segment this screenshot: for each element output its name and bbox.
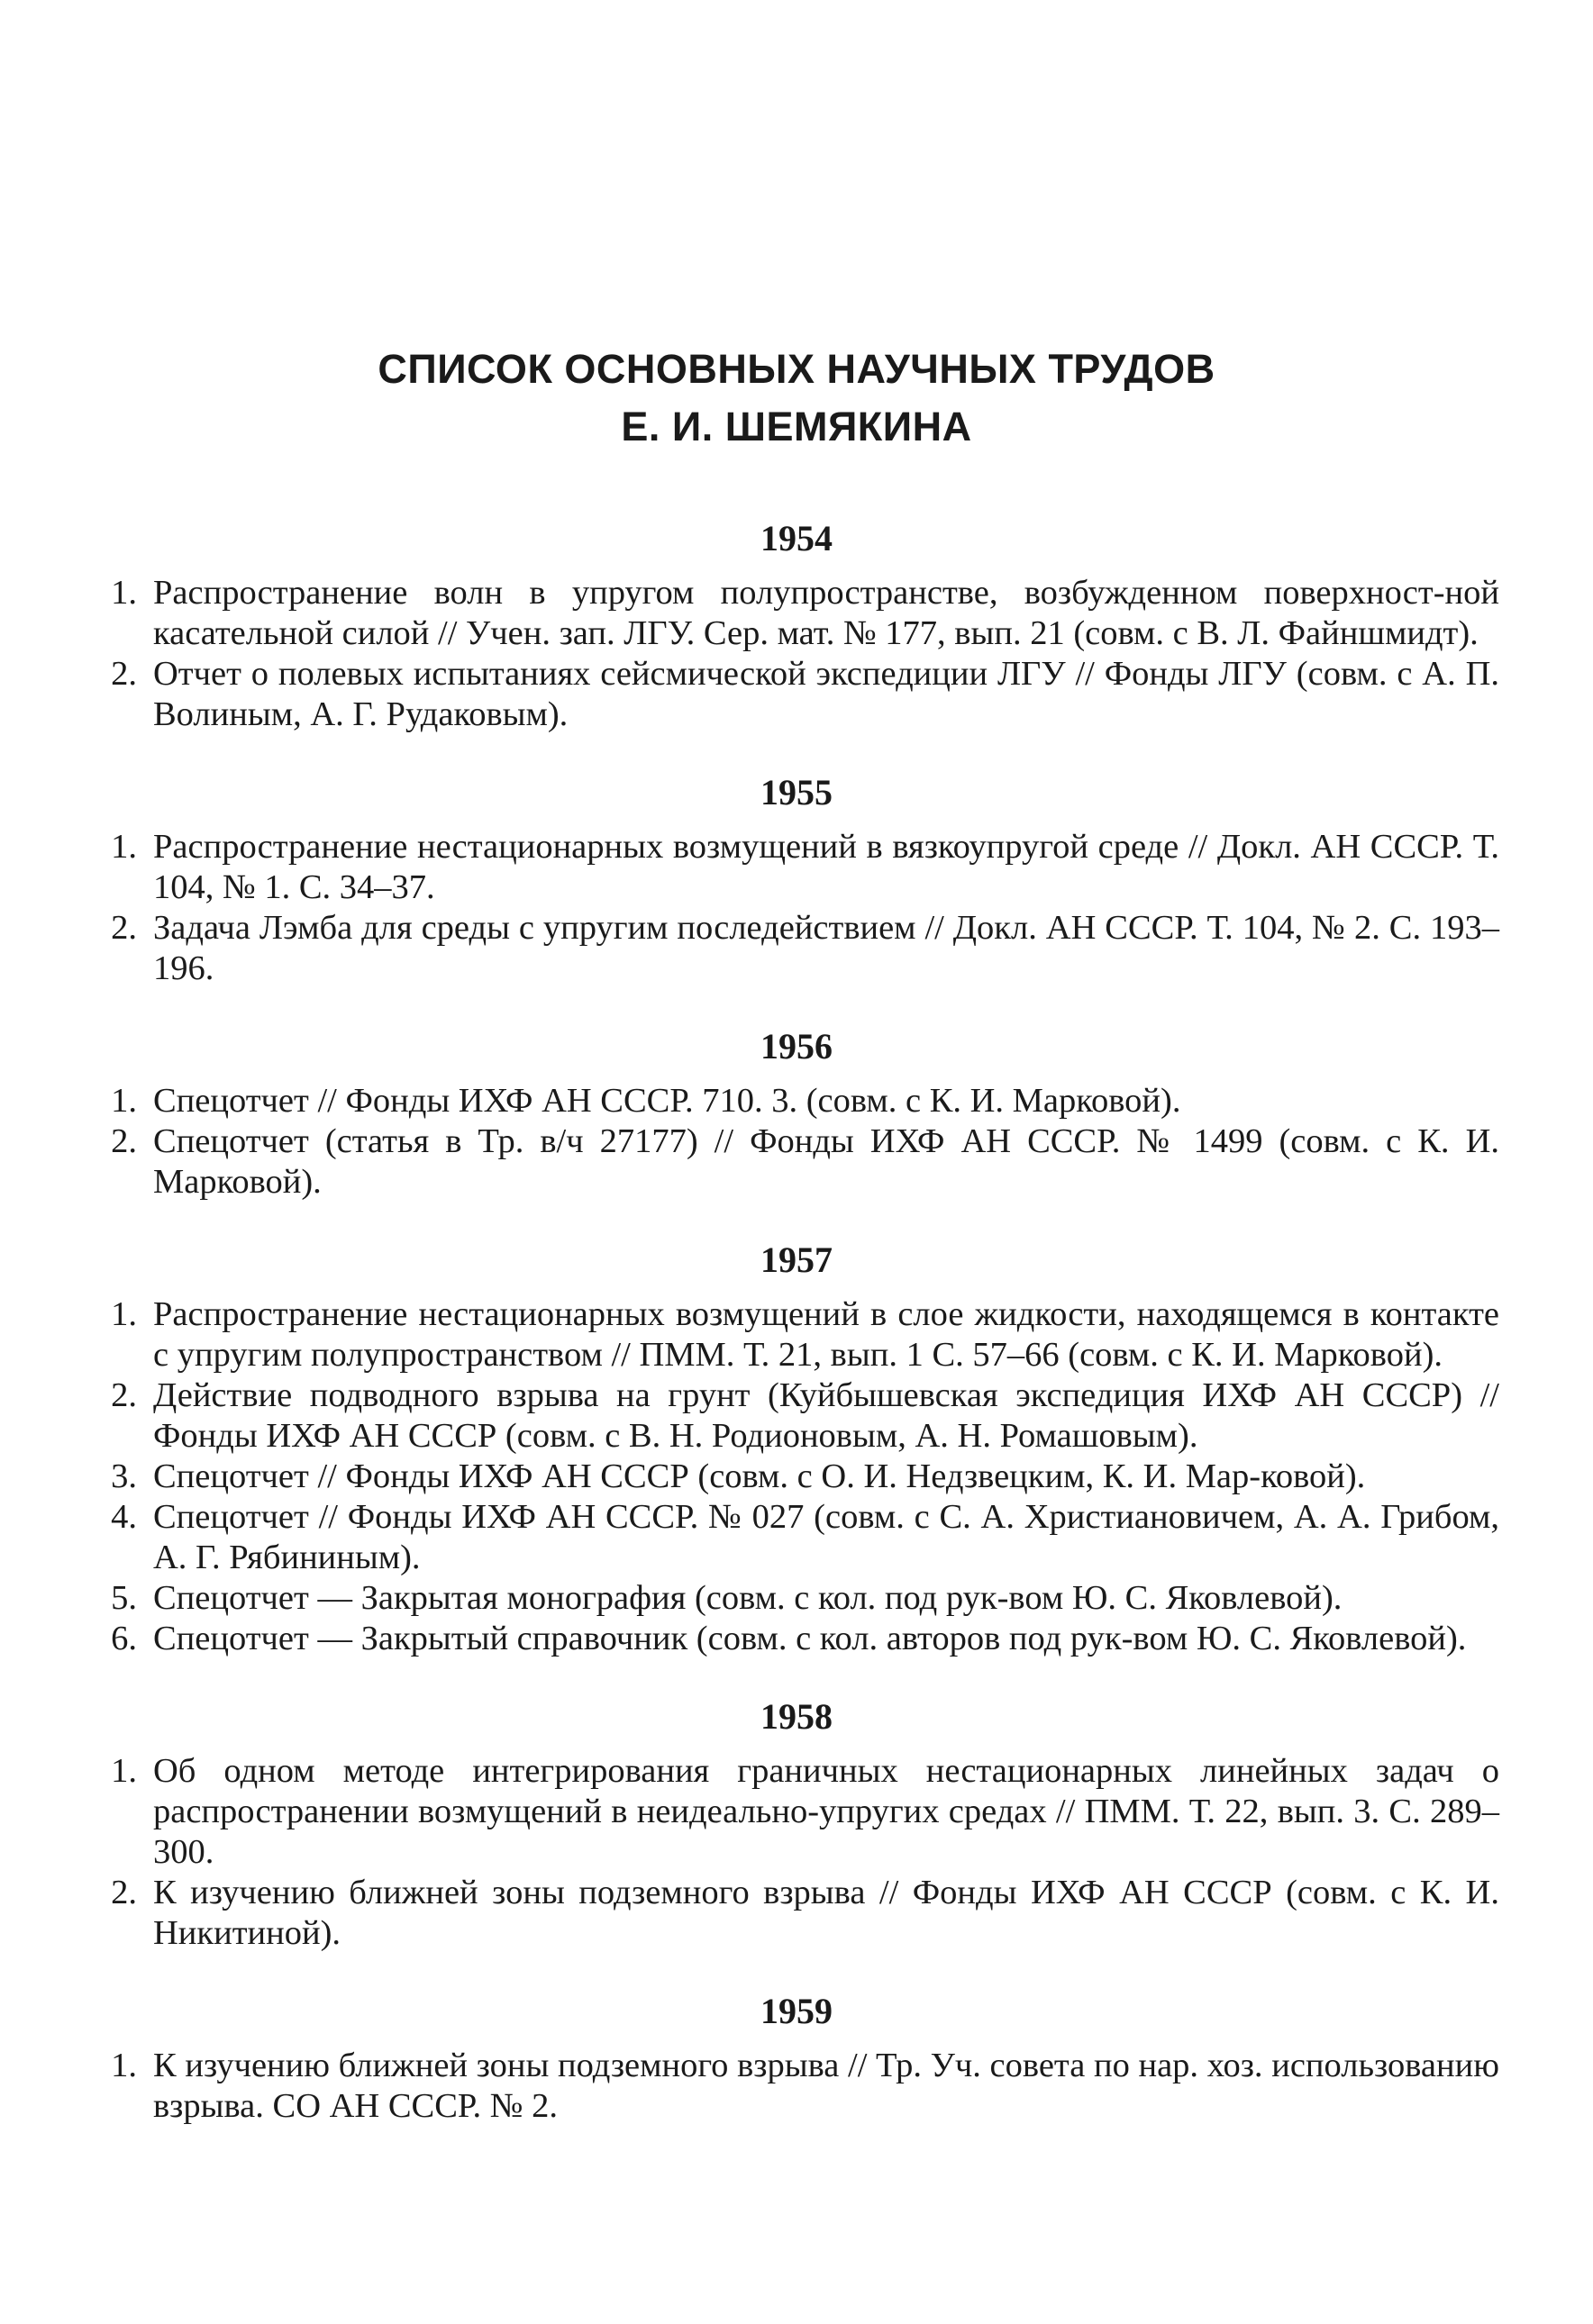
entry-text: Спецотчет // Фонды ИХФ АН СССР. 710. 3. (совм. с К. И. Марковой). (153, 1082, 1181, 1120)
entry-number: 1. (111, 574, 137, 612)
publication-entry (94, 2046, 1499, 2127)
entry-number: 2. (111, 655, 137, 693)
entry-text: Распространение волн в упругом полупространстве, возбужденном поверхност-ной касательной силой // Учен. зап. ЛГУ. Сер. мат. № 177, вып. 21 (совм. с В. Л. Файншмидт). (153, 574, 1499, 652)
entry-number: 1. (111, 1752, 137, 1790)
entry-number: 2. (111, 1376, 137, 1414)
entry-text: Распространение нестационарных возмущений в вязкоупругой среде // Докл. АН СССР. Т. 104, № 1. С. 34–37. (153, 828, 1499, 906)
publication-list (94, 573, 1499, 735)
entry-number: 5. (111, 1579, 137, 1617)
publication-list (94, 2046, 1499, 2127)
publication-entry (94, 827, 1499, 908)
year-section (94, 517, 1499, 735)
entry-text: Спецотчет // Фонды ИХФ АН СССР. № 027 (совм. с С. А. Христиановичем, А. А. Грибом, А. Г. Рябининым). (153, 1498, 1499, 1576)
year-sections (94, 517, 1499, 2127)
year-heading: 1958 (760, 1696, 833, 1737)
entry-number: 4. (111, 1498, 137, 1536)
publication-entry (94, 1081, 1499, 1121)
entry-number: 1. (111, 1082, 137, 1120)
entry-text: Спецотчет — Закрытая монография (совм. с кол. под рук-вом Ю. С. Яковлевой). (153, 1579, 1343, 1617)
publication-entry (94, 1578, 1499, 1619)
publication-entry (94, 654, 1499, 735)
publication-entry (94, 1751, 1499, 1873)
year-section (94, 771, 1499, 989)
publication-entry (94, 573, 1499, 654)
entry-text: К изучению ближней зоны подземного взрыва // Тр. Уч. совета по нар. хоз. использованию взрыва. СО АН СССР. № 2. (153, 2047, 1499, 2125)
year-section (94, 1025, 1499, 1203)
publication-list (94, 827, 1499, 989)
bibliography-page (94, 340, 1499, 2163)
year-section (94, 1990, 1499, 2127)
entry-text: Спецотчет — Закрытый справочник (совм. с кол. авторов под рук-вом Ю. С. Яковлевой). (153, 1620, 1467, 1657)
publication-entry (94, 908, 1499, 989)
publication-list (94, 1751, 1499, 1954)
entry-number: 1. (111, 2047, 137, 2084)
title-line-2: Е. И. ШЕМЯКИНА (621, 404, 972, 449)
publication-entry (94, 1497, 1499, 1578)
entry-text: Распространение нестационарных возмущений в слое жидкости, находящемся в контакте с упругим полупространством // ПММ. Т. 21, вып. 1 С. 57–66 (совм. с К. И. Марковой). (153, 1295, 1499, 1374)
publication-entry (94, 1294, 1499, 1375)
publication-entry (94, 1375, 1499, 1457)
year-heading: 1955 (760, 772, 833, 812)
year-heading: 1956 (760, 1026, 833, 1067)
entry-text: Об одном методе интегрирования граничных нестационарных линейных задач о распространении возмущений в неидеально-упругих средах // ПММ. Т. 22, вып. 3. С. 289–300. (153, 1752, 1499, 1871)
entry-text: Задача Лэмба для среды с упругим последействием // Докл. АН СССР. Т. 104, № 2. С. 193–196. (153, 909, 1499, 987)
entry-text: К изучению ближней зоны подземного взрыва // Фонды ИХФ АН СССР (совм. с К. И. Никитиной). (153, 1874, 1499, 1952)
year-heading: 1954 (760, 518, 833, 558)
year-section (94, 1695, 1499, 1954)
entry-number: 1. (111, 828, 137, 866)
publication-list (94, 1294, 1499, 1659)
title-line-1: СПИСОК ОСНОВНЫХ НАУЧНЫХ ТРУДОВ (378, 346, 1215, 392)
entry-text: Спецотчет (статья в Тр. в/ч 27177) // Фонды ИХФ АН СССР. № 1499 (совм. с К. И. Марковой). (153, 1122, 1499, 1201)
year-section (94, 1239, 1499, 1659)
publication-entry (94, 1121, 1499, 1203)
page-title (94, 340, 1499, 456)
entry-text: Действие подводного взрыва на грунт (Куйбышевская экспедиция ИХФ АН СССР) // Фонды ИХФ АН СССР (совм. с В. Н. Родионовым, А. Н. Ромашовым). (153, 1376, 1499, 1455)
publication-list (94, 1081, 1499, 1203)
entry-number: 2. (111, 1122, 137, 1160)
publication-entry (94, 1457, 1499, 1497)
entry-text: Отчет о полевых испытаниях сейсмической экспедиции ЛГУ // Фонды ЛГУ (совм. с А. П. Волиным, А. Г. Рудаковым). (153, 655, 1499, 733)
entry-text: Спецотчет // Фонды ИХФ АН СССР (совм. с О. И. Недзвецким, К. И. Мар-ковой). (153, 1457, 1366, 1495)
entry-number: 1. (111, 1295, 137, 1333)
entry-number: 3. (111, 1457, 137, 1495)
publication-entry (94, 1619, 1499, 1659)
entry-number: 2. (111, 1874, 137, 1911)
entry-number: 2. (111, 909, 137, 947)
year-heading: 1959 (760, 1991, 833, 2031)
publication-entry (94, 1873, 1499, 1954)
entry-number: 6. (111, 1620, 137, 1657)
year-heading: 1957 (760, 1239, 833, 1280)
